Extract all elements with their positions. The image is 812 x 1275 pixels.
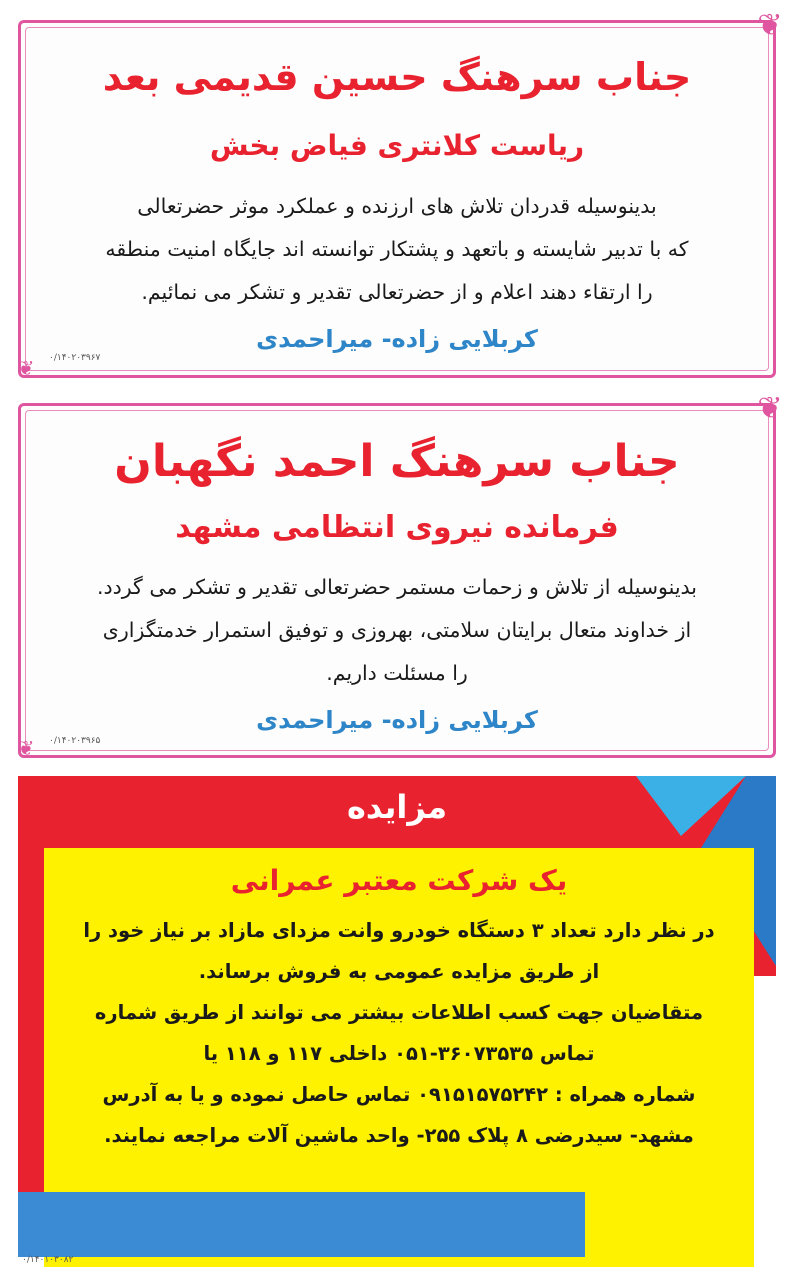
body-line: را ارتقاء دهند اعلام و از حضرتعالی تقدیر و تشکر می نمائیم. bbox=[141, 280, 653, 304]
ad-code: ۰/۱۴۰۲۰۳۹۶۷ bbox=[49, 353, 101, 363]
body-line: بدینوسیله از تلاش و زحمات مستمر حضرتعالی تقدیر و تشکر می گردد. bbox=[96, 575, 698, 599]
ad-signature: کربلایی زاده- میراحمدی bbox=[256, 706, 538, 734]
body-line: که با تدبیر شایسته و باتعهد و پشتکار توانسته اند جایگاه امنیت منطقه bbox=[105, 237, 689, 261]
auction-body bbox=[62, 910, 736, 1156]
ad-subtitle: فرمانده نیروی انتظامی مشهد bbox=[175, 510, 619, 545]
corner-ornament-icon: ❦ bbox=[757, 8, 783, 43]
body-line: بدینوسیله قدردان تلاش های ارزنده و عملکرد موثر حضرتعالی bbox=[137, 194, 657, 218]
ad-code: ۰/۱۴۰۱۰۳۰۸۲ bbox=[22, 1255, 74, 1265]
body-line: از خداوند متعال برایتان سلامتی، بهروزی و توفیق استمرار خدمتگزاری bbox=[102, 618, 692, 642]
body-line: متقاضیان جهت کسب اطلاعات بیشتر می توانند از طریق شماره bbox=[94, 1001, 704, 1024]
ad-title: جناب سرهنگ حسین قدیمی بعد bbox=[102, 55, 692, 99]
auction-title: مزایده bbox=[346, 788, 448, 826]
ad-signature: کربلایی زاده- میراحمدی bbox=[256, 325, 538, 353]
ad-body bbox=[37, 566, 757, 695]
body-line: مشهد- سیدرضی ۸ پلاک ۲۵۵- واحد ماشین آلات مراجعه نمایند. bbox=[104, 1124, 694, 1147]
body-line: از طریق مزایده عمومی به فروش برساند. bbox=[198, 960, 600, 983]
body-line: تماس ۳۶۰۷۳۵۳۵-۰۵۱ داخلی ۱۱۷ و ۱۱۸ یا bbox=[203, 1042, 595, 1065]
auction-red-side bbox=[18, 848, 44, 1208]
body-line: را مسئلت داریم. bbox=[326, 661, 468, 685]
ad-congratulation-2 bbox=[17, 391, 783, 760]
corner-ornament-icon: ❦ bbox=[17, 736, 35, 760]
ad-title: جناب سرهنگ احمد نگهبان bbox=[114, 436, 680, 487]
corner-ornament-icon: ❦ bbox=[757, 391, 783, 426]
ad-code: ۰/۱۴۰۲۰۳۹۶۵ bbox=[49, 736, 101, 746]
ad-congratulation-1 bbox=[17, 8, 783, 380]
auction-blue-bar bbox=[18, 1192, 585, 1257]
ad-body bbox=[37, 185, 757, 314]
corner-ornament-icon: ❦ bbox=[17, 356, 35, 380]
ad-subtitle: ریاست کلانتری فیاض بخش bbox=[209, 129, 585, 162]
body-line: شماره همراه : ۰۹۱۵۱۵۷۵۲۴۲ تماس حاصل نموده و یا به آدرس bbox=[102, 1083, 696, 1106]
body-line: در نظر دارد تعداد ۳ دستگاه خودرو وانت مزدای مازاد بر نیاز خود را bbox=[83, 919, 715, 942]
auction-company: یک شرکت معتبر عمرانی bbox=[230, 864, 568, 897]
ad-auction bbox=[18, 776, 776, 1267]
